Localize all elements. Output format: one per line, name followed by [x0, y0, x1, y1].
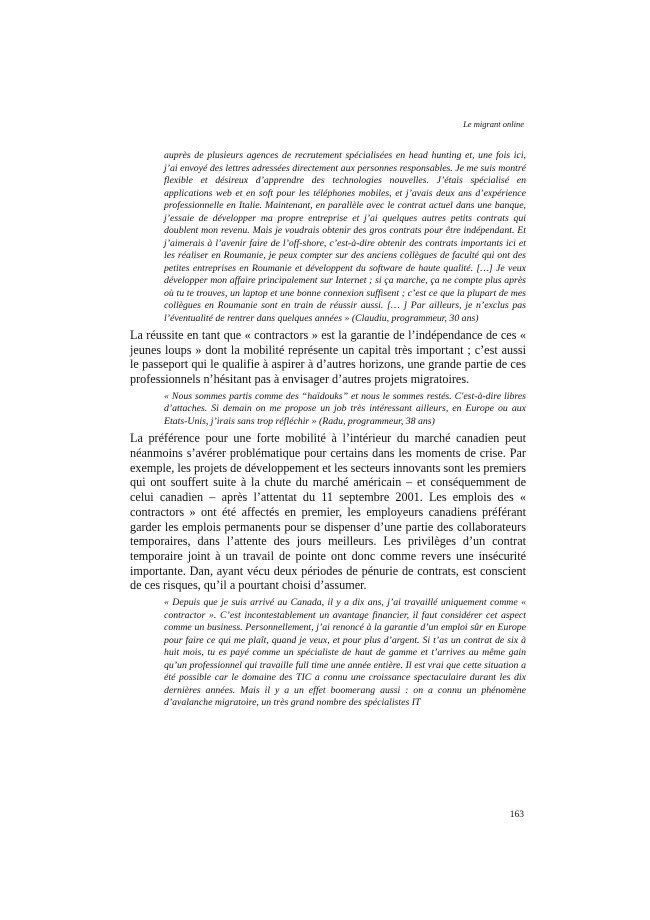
page-number: 163 — [509, 810, 524, 820]
interview-quote-claudiu: auprès de plusieurs agences de recrutement spécialisées en head hunting et, une fois ici, j’ai envoyé des lettres adressées directement aux personnes responsables. Je me suis montré flexible et désireux d’apprendre des technologies nouvelles. J’étais spécialisé en applications web et en soft pour les téléphones mobiles, et j’avais deux ans d’expérience professionnelle en Italie. Maintenant, en parallèle avec le contrat actuel dans une banque, j’essaie de développer ma propre entreprise et j’ai quelques autres petits contrats qui doublent mon revenu. Mais je voudrais obtenir des gros contrats pour être indépendant. Et j’aimerais à l’avenir faire de l’off-shore, c’est-à-dire obtenir des contrats importants ici et les réaliser en Roumanie, je peux compter sur des anciens collègues de faculté qui ont des petites entreprises en Roumanie et développent du software de haute qualité. […] Je veux développer mon affaire principalement sur Internet ; si ça marche, ça ne compte plus après où tu te trouves, un laptop et une bonne connexion suffisent ; c’est ce que la plupart de mes collègues en Roumanie sont en train de réussir aussi. [… ] Par ailleurs, je n’exclus pas l’éventualité de rentrer dans quelques années » (Claudiu, programmeur, 30 ans) — [164, 150, 526, 324]
paragraph-contractors-success: La réussite en tant que « contractors » est la garantie de l’indépendance de ces « jeunes loups » dont la mobilité représente un capital très important ; c’est aussi le passeport qui le qualifie à aspirer à d’autres horizons, une grande partie de ces professionnels n’hésitant pas à envisager d’autres projets migratoires. — [130, 328, 526, 387]
running-header: Le migrant online — [463, 119, 524, 129]
body-text — [130, 150, 526, 713]
paragraph-mobility-crisis: La préférence pour une forte mobilité à l’intérieur du marché canadien peut néanmoins s’avérer problématique pour certains dans les moments de crise. Par exemple, les projets de développement et les secteurs innovants sont les premiers qui ont souffert suite à la chute du marché américain – et conséquemment de celui canadien – après l’attentat du 11 septembre 2001. Les emplois des « contractors » ont été affectés en premier, les employeurs canadiens préférant garder les emplois permanents pour se dispenser d’une partie des collaborateurs temporaires, dans l’attente des jours meilleurs. Les privilèges d’un contrat temporaire joint à un travail de pointe ont donc comme revers une insécurité importante. Dan, ayant vécu deux périodes de pénurie de contrats, est conscient de ces risques, qu’il a pourtant choisi d’assumer. — [130, 431, 526, 593]
interview-quote-radu: « Nous sommes partis comme des “haïdouks” et nous le sommes restés. C'est-à-dire libres d’attaches. Si demain on me propose un job très intéressant ailleurs, en Europe ou aux Etats-Unis, j’irais sans trop réfléchir » (Radu, programmeur, 38 ans) — [164, 390, 526, 427]
interview-quote-dan: « Depuis que je suis arrivé au Canada, il y a dix ans, j’ai travaillé uniquement comme « contractor ». C’est incontestablement un avantage financier, il faut considérer cet aspect comme un business. Personnellement, j’ai renoncé à la garantie d’un emploi sûr en Europe pour faire ce qui me plaît, quand je veux, et pour plus d’argent. Si t’as un contrat de six à huit mois, tu es payé comme un spécialiste de haut de gamme et t’arrives au même gain qu’un professionnel qui travaille full time une année entière. Il est vrai que cette situation a été possible car le domaine des TIC a connu une croissance spectaculaire durant les dix dernières années. Mais il y a un effet boomerang aussi : on a connu un phénomène d’avalanche migratoire, un très grand nombre des spécialistes IT — [164, 597, 526, 709]
